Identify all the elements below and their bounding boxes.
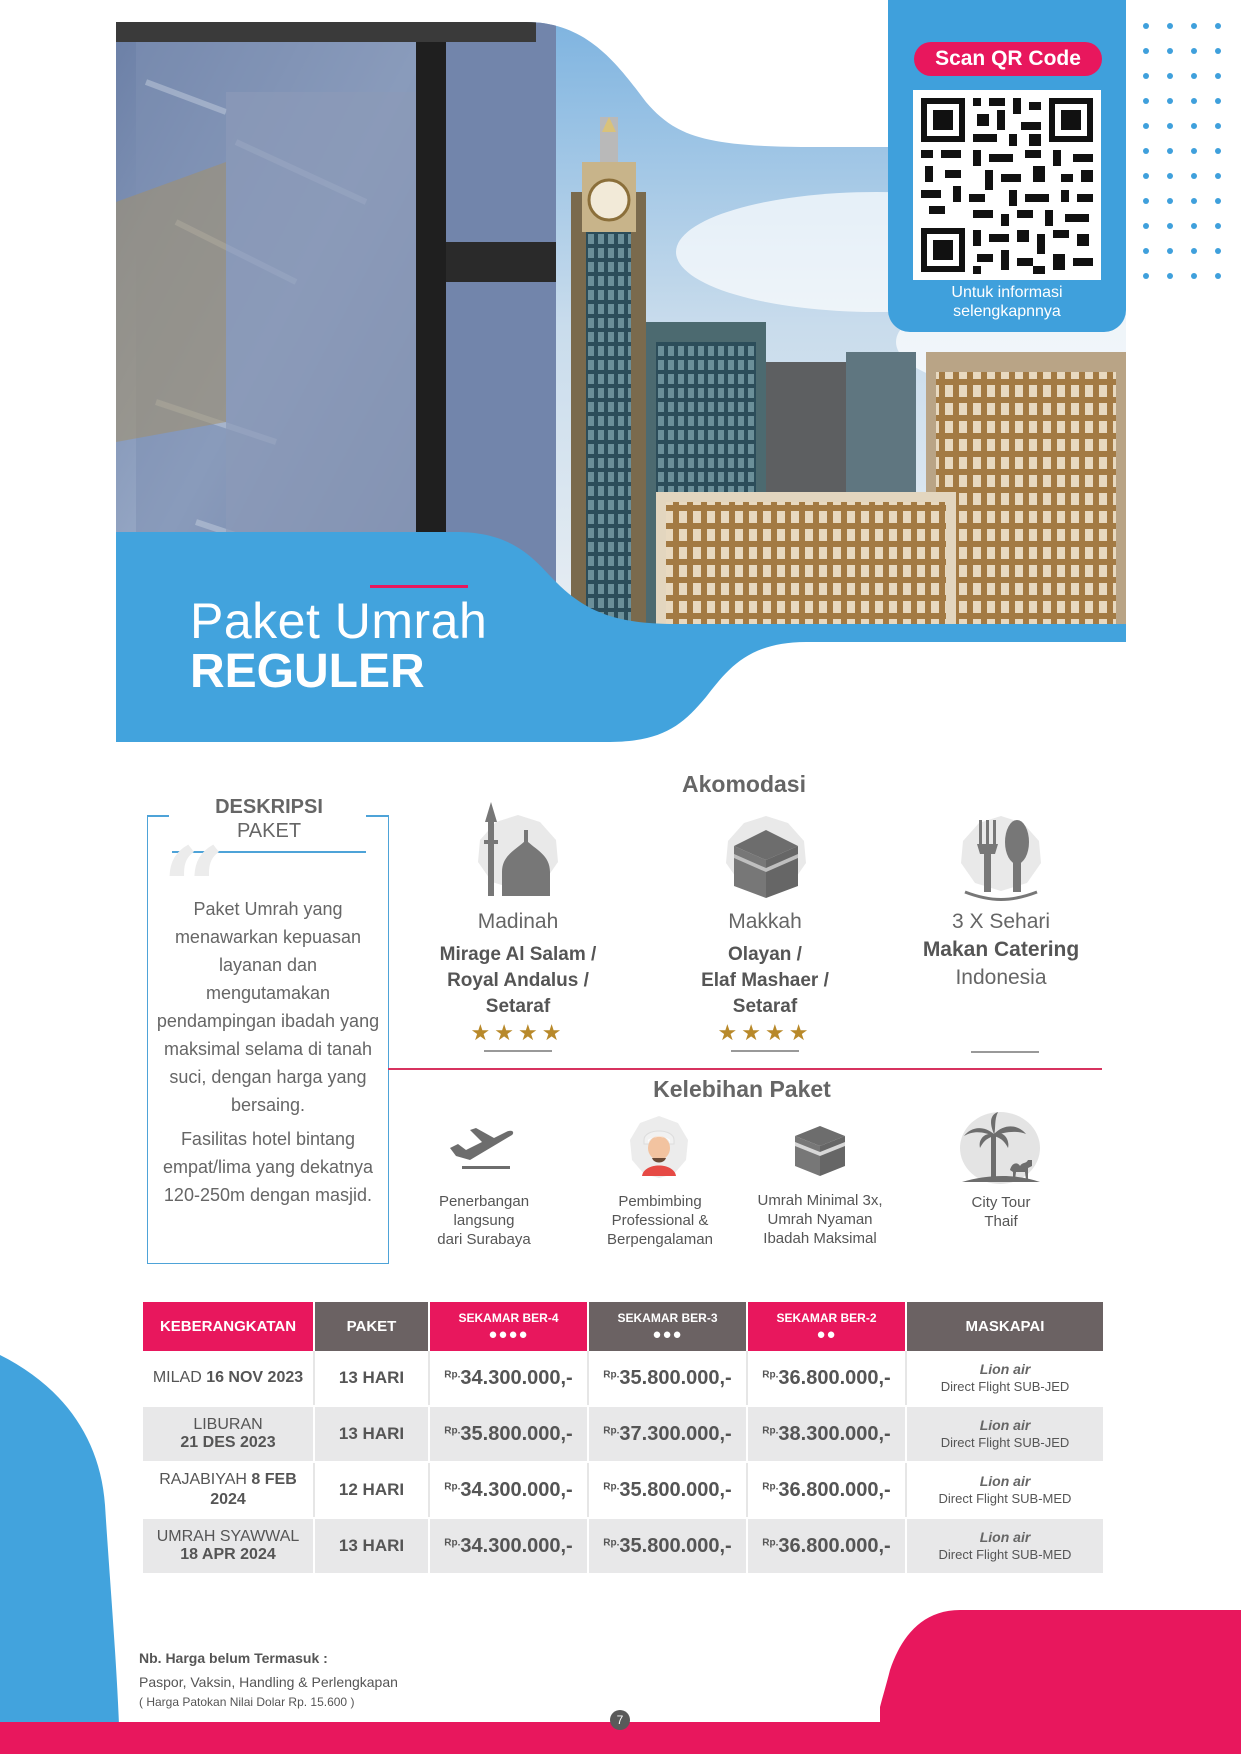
flight-route: Direct Flight SUB-MED <box>938 1491 1072 1506</box>
price-value: 36.800.000,- <box>778 1366 891 1389</box>
madinah-hotel-line2: Royal Andalus / <box>447 970 589 991</box>
cell-price-ber3 <box>588 1406 747 1462</box>
umrah-label-line1: Umrah Minimal 3x, <box>757 1192 883 1209</box>
cell-maskapai <box>906 1406 1103 1462</box>
price-value: 37.300.000,- <box>619 1422 732 1445</box>
decorative-dots <box>1138 18 1238 288</box>
decor-dot <box>1215 48 1221 54</box>
cell-price-ber4 <box>429 1462 588 1518</box>
madinah-city: Madinah <box>477 910 559 933</box>
header-ber3 <box>588 1302 747 1351</box>
decor-dot <box>1215 248 1221 254</box>
kelebihan-item-flight <box>399 1192 569 1249</box>
paket-duration: 13 HARI <box>338 1368 405 1387</box>
umrah-label-line3: Ibadah Maksimal <box>763 1230 877 1247</box>
citytour-label-line2: Thaif <box>984 1213 1018 1230</box>
header-maskapai: MASKAPAI <box>906 1302 1103 1351</box>
decor-dot <box>1167 23 1173 29</box>
price-table <box>143 1302 1103 1575</box>
currency-label: Rp. <box>603 1481 620 1493</box>
decor-dot <box>1143 98 1149 104</box>
cell-paket <box>314 1518 429 1574</box>
four-people-icon: ●●●● <box>488 1325 529 1343</box>
guide-label-line3: Berpengalaman <box>607 1231 713 1248</box>
decor-dot <box>1191 248 1197 254</box>
cell-maskapai <box>906 1518 1103 1574</box>
price-value: 38.300.000,- <box>778 1422 891 1445</box>
description-heading-bold: DESKRIPSI <box>215 796 323 818</box>
departure-label: LIBURAN <box>193 1416 263 1433</box>
description-paragraph-2: Fasilitas hotel bintang empat/lima yang dekatnya 120-250m dengan masjid. <box>162 1129 374 1205</box>
decor-dot <box>1215 98 1221 104</box>
decor-dot <box>1167 198 1173 204</box>
qr-caption <box>900 283 1114 321</box>
price-value: 35.800.000,- <box>619 1534 732 1557</box>
cell-paket <box>314 1406 429 1462</box>
guide-person-icon <box>626 1114 692 1180</box>
cell-paket <box>314 1351 429 1406</box>
currency-label: Rp. <box>444 1369 461 1381</box>
lion-air-logo: Lion air <box>979 1361 1031 1377</box>
decor-dot <box>1215 73 1221 79</box>
currency-label: Rp. <box>603 1369 620 1381</box>
currency-label: Rp. <box>444 1425 461 1437</box>
mosque-icon <box>468 800 568 896</box>
cell-price-ber4 <box>429 1518 588 1574</box>
currency-label: Rp. <box>762 1537 779 1549</box>
description-box-top-right <box>366 815 388 817</box>
header-ber3-label: SEKAMAR BER-3 <box>617 1310 718 1325</box>
makkah-star-rating: ★★★★ <box>717 1020 813 1045</box>
paket-duration: 13 HARI <box>338 1536 405 1555</box>
decor-dot <box>1191 223 1197 229</box>
currency-label: Rp. <box>762 1369 779 1381</box>
page-number: 7 <box>610 1710 630 1730</box>
catering-line2: Makan Catering <box>922 938 1080 961</box>
decor-dot <box>1167 98 1173 104</box>
kaaba-icon <box>793 1124 847 1178</box>
price-value: 36.800.000,- <box>778 1478 891 1501</box>
cell-keberangkatan <box>143 1351 314 1406</box>
price-value: 36.800.000,- <box>778 1534 891 1557</box>
decor-dot <box>1143 48 1149 54</box>
lion-air-logo: Lion air <box>979 1529 1031 1545</box>
two-people-icon: ●● <box>816 1325 837 1343</box>
akomodasi-catering <box>901 910 1101 990</box>
three-people-icon: ●●● <box>652 1325 683 1343</box>
madinah-star-rating: ★★★★ <box>470 1020 566 1045</box>
cell-keberangkatan <box>143 1406 314 1462</box>
description-paragraph-1: Paket Umrah yang menawarkan kepuasan layanan dan mengutamakan pendampingan ibadah yang maksimal selama di tanah suci, dengan harga yang bersaing. <box>156 899 380 1115</box>
fork-spoon-icon <box>951 808 1051 904</box>
departure-date: 21 DES 2023 <box>180 1434 276 1451</box>
cell-keberangkatan <box>143 1462 314 1518</box>
palm-camel-icon <box>958 1110 1042 1186</box>
table-row <box>143 1351 1103 1406</box>
flight-route: Direct Flight SUB-JED <box>940 1435 1070 1450</box>
note-title: Nb. Harga belum Termasuk : <box>139 1650 328 1666</box>
decor-dot <box>1191 123 1197 129</box>
cell-keberangkatan <box>143 1518 314 1574</box>
departure-label: MILAD <box>152 1369 207 1386</box>
decor-dot <box>1191 98 1197 104</box>
table-row <box>143 1462 1103 1518</box>
departure-date: 18 APR 2024 <box>180 1546 276 1563</box>
flight-label-line2: langsung <box>453 1212 515 1229</box>
decor-dot <box>1215 173 1221 179</box>
lion-air-logo: Lion air <box>979 1417 1031 1433</box>
catering-line1: 3 X Sehari <box>951 910 1051 933</box>
scan-qr-pill: Scan QR Code <box>914 42 1102 76</box>
madinah-hotel-line3: Setaraf <box>485 996 551 1017</box>
kaaba-icon <box>716 808 816 904</box>
flight-route: Direct Flight SUB-JED <box>940 1379 1070 1394</box>
decor-dot <box>1191 23 1197 29</box>
description-box-top-left <box>147 815 169 817</box>
guide-label-line2: Professional & <box>611 1212 709 1229</box>
note-line1: Paspor, Vaksin, Handling & Perlengkapan <box>139 1674 398 1690</box>
departure-label: UMRAH SYAWWAL <box>156 1528 300 1545</box>
decor-dot <box>1191 273 1197 279</box>
paket-duration: 13 HARI <box>338 1424 405 1443</box>
paket-duration: 12 HARI <box>338 1480 405 1499</box>
decor-dot <box>1167 248 1173 254</box>
decor-dot <box>1215 148 1221 154</box>
qr-code[interactable] <box>913 90 1101 280</box>
airplane-icon <box>448 1126 516 1172</box>
decor-dot <box>1143 148 1149 154</box>
cell-price-ber4 <box>429 1406 588 1462</box>
header-ber4 <box>429 1302 588 1351</box>
decor-dot <box>1167 173 1173 179</box>
kelebihan-item-umrah <box>735 1191 905 1248</box>
decor-dot <box>1167 48 1173 54</box>
decor-dot <box>1143 198 1149 204</box>
citytour-label-line1: City Tour <box>971 1194 1031 1211</box>
note-line2: ( Harga Patokan Nilai Dolar Rp. 15.600 ) <box>139 1695 355 1709</box>
currency-label: Rp. <box>603 1425 620 1437</box>
price-value: 35.800.000,- <box>619 1366 732 1389</box>
currency-label: Rp. <box>762 1481 779 1493</box>
cell-price-ber2 <box>747 1406 906 1462</box>
kelebihan-title: Kelebihan Paket <box>653 1076 831 1102</box>
currency-label: Rp. <box>444 1481 461 1493</box>
price-value: 35.800.000,- <box>460 1422 573 1445</box>
departure-label: RAJABIYAH <box>159 1471 252 1488</box>
qr-caption-line2: selengkapnnya <box>953 303 1061 320</box>
decor-dot <box>1167 148 1173 154</box>
decor-dot <box>1143 273 1149 279</box>
kelebihan-item-citytour <box>916 1193 1086 1231</box>
kelebihan-item-guide <box>575 1192 745 1249</box>
decor-dot <box>1191 73 1197 79</box>
cell-paket <box>314 1462 429 1518</box>
table-row <box>143 1518 1103 1574</box>
decor-dot <box>1191 48 1197 54</box>
catering-underline <box>971 1051 1039 1053</box>
akomodasi-title: Akomodasi <box>682 771 806 797</box>
decor-dot <box>1167 73 1173 79</box>
price-value: 34.300.000,- <box>460 1478 573 1501</box>
decor-dot <box>1167 123 1173 129</box>
makkah-underline <box>731 1050 799 1052</box>
decor-dot <box>1215 23 1221 29</box>
quote-mark-icon: “ <box>162 823 226 952</box>
makkah-hotel-line2: Elaf Mashaer / <box>701 970 829 991</box>
cell-price-ber2 <box>747 1518 906 1574</box>
currency-label: Rp. <box>444 1537 461 1549</box>
umrah-label-line2: Umrah Nyaman <box>767 1211 873 1228</box>
decor-dot <box>1143 23 1149 29</box>
akomodasi-madinah <box>418 910 618 1046</box>
decor-dot <box>1215 273 1221 279</box>
header-ber2-label: SEKAMAR BER-2 <box>776 1310 877 1325</box>
table-row <box>143 1406 1103 1462</box>
header-ber4-label: SEKAMAR BER-4 <box>458 1310 559 1325</box>
decor-dot <box>1143 123 1149 129</box>
table-header-row <box>143 1302 1103 1351</box>
departure-date: 16 NOV 2023 <box>206 1369 304 1386</box>
decor-dot <box>1143 73 1149 79</box>
cell-maskapai <box>906 1351 1103 1406</box>
flight-label-line3: dari Surabaya <box>437 1231 531 1248</box>
left-decor-shape <box>0 1355 120 1754</box>
price-value: 34.300.000,- <box>460 1366 573 1389</box>
price-value: 35.800.000,- <box>619 1478 732 1501</box>
flight-route: Direct Flight SUB-MED <box>938 1547 1072 1562</box>
cell-price-ber3 <box>588 1518 747 1574</box>
flight-label-line1: Penerbangan <box>438 1193 530 1210</box>
madinah-underline <box>484 1050 552 1052</box>
decor-dot <box>1167 273 1173 279</box>
makkah-hotel-line3: Setaraf <box>732 996 798 1017</box>
akomodasi-makkah <box>665 910 865 1046</box>
price-value: 34.300.000,- <box>460 1534 573 1557</box>
makkah-hotel-line1: Olayan / <box>728 944 802 965</box>
cell-price-ber3 <box>588 1351 747 1406</box>
currency-label: Rp. <box>762 1425 779 1437</box>
makkah-city: Makkah <box>728 910 802 933</box>
header-paket: PAKET <box>314 1302 429 1351</box>
cell-maskapai <box>906 1462 1103 1518</box>
currency-label: Rp. <box>603 1537 620 1549</box>
decor-dot <box>1215 198 1221 204</box>
decor-dot <box>1191 148 1197 154</box>
cell-price-ber4 <box>429 1351 588 1406</box>
decor-dot <box>1167 223 1173 229</box>
decor-dot <box>1143 223 1149 229</box>
departure-date: 8 FEB 2024 <box>210 1471 297 1508</box>
cell-price-ber2 <box>747 1462 906 1518</box>
section-divider <box>388 1068 1102 1070</box>
qr-caption-line1: Untuk informasi <box>951 284 1063 301</box>
decor-dot <box>1143 173 1149 179</box>
description-heading-light: PAKET <box>236 820 302 842</box>
lion-air-logo: Lion air <box>979 1473 1031 1489</box>
decor-dot <box>1191 198 1197 204</box>
title-accent-line <box>370 585 468 588</box>
cell-price-ber3 <box>588 1462 747 1518</box>
cell-price-ber2 <box>747 1351 906 1406</box>
madinah-hotel-line1: Mirage Al Salam / <box>439 944 597 965</box>
decor-dot <box>1143 248 1149 254</box>
guide-label-line1: Pembimbing <box>618 1193 702 1210</box>
title-paket-umrah: Paket Umrah <box>190 593 488 649</box>
title-reguler: REGULER <box>190 645 425 698</box>
header-ber2 <box>747 1302 906 1351</box>
decor-dot <box>1215 223 1221 229</box>
decor-dot <box>1215 123 1221 129</box>
catering-line3: Indonesia <box>955 966 1047 989</box>
header-keberangkatan: KEBERANGKATAN <box>143 1302 314 1351</box>
decor-dot <box>1191 173 1197 179</box>
